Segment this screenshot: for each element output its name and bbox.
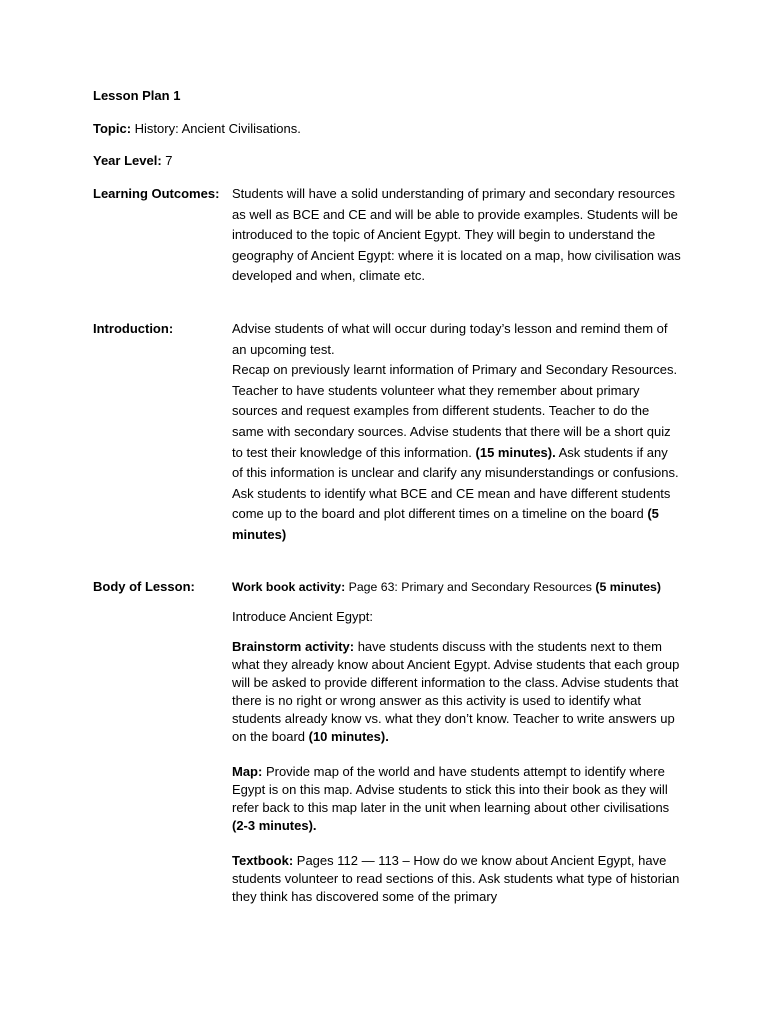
topic-label: Topic:: [93, 121, 132, 136]
workbook-activity: Work book activity: Page 63: Primary and Secondary Resources (5 minutes): [232, 580, 661, 594]
textbook-activity: Textbook: Pages 112 — 113 – How do we know about Ancient Egypt, have students volunteer to read sections of this. Ask students what type of historian they think has discovered some of the primary: [232, 852, 680, 904]
topic-row: [93, 121, 301, 136]
introduce-egypt: Introduce Ancient Egypt:: [232, 609, 373, 624]
year-level-row: [93, 153, 173, 168]
learning-outcomes-label: Learning Outcomes:: [93, 186, 220, 201]
body-of-lesson-content: [232, 577, 682, 906]
map-activity: Map: Provide map of the world and have students attempt to identify where Egypt is on this map. Advise students to stick this into their book as they will refer back to this map later in the unit when learning about other civilisations (2-3 minutes).: [232, 763, 670, 833]
topic-value: History: Ancient Civilisations.: [134, 121, 301, 136]
body-of-lesson-label: Body of Lesson:: [93, 579, 195, 594]
introduction-paragraph-3: Ask students to identify what BCE and CE mean and have different students come up to the board and plot different times on a timeline on the board (5 minutes): [232, 485, 671, 542]
year-level-label: Year Level:: [93, 153, 162, 168]
introduction-paragraph-2: Recap on previously learnt information of Primary and Secondary Resources. Teacher to have students volunteer what they remember about primary sources and request examples from different students. Teacher to do the same with secondary sources. Advise students that there will be a short quiz to test their knowledge of this information. (15 minutes). Ask students if any of this information is unclear and clarify any misunderstandings or confusions.: [232, 362, 679, 481]
year-level-value: 7: [165, 153, 173, 168]
introduction-text: [232, 319, 682, 546]
introduction-label: Introduction:: [93, 321, 174, 336]
lesson-plan-title: Lesson Plan 1: [93, 88, 181, 103]
brainstorm-activity: Brainstorm activity: have students discuss with the students next to them what they already know about Ancient Egypt. Advise students that each group will be asked to provide different information to the class. Advise students that there is no right or wrong answer as this activity is used to identify what students already know vs. what they don’t know. Teacher to write answers up on the board (10 minutes).: [232, 638, 680, 744]
introduction-paragraph-1: Advise students of what will occur during today’s lesson and remind them of an upcoming test.: [232, 321, 668, 357]
learning-outcomes-text: Students will have a solid understanding of primary and secondary resources as well as BCE and CE and will be able to provide examples. Students will be introduced to the topic of Ancient Egypt. They will begin to understand the geography of Ancient Egypt: where it is located on a map, how civilisation was developed and when, climate etc.: [232, 186, 681, 284]
